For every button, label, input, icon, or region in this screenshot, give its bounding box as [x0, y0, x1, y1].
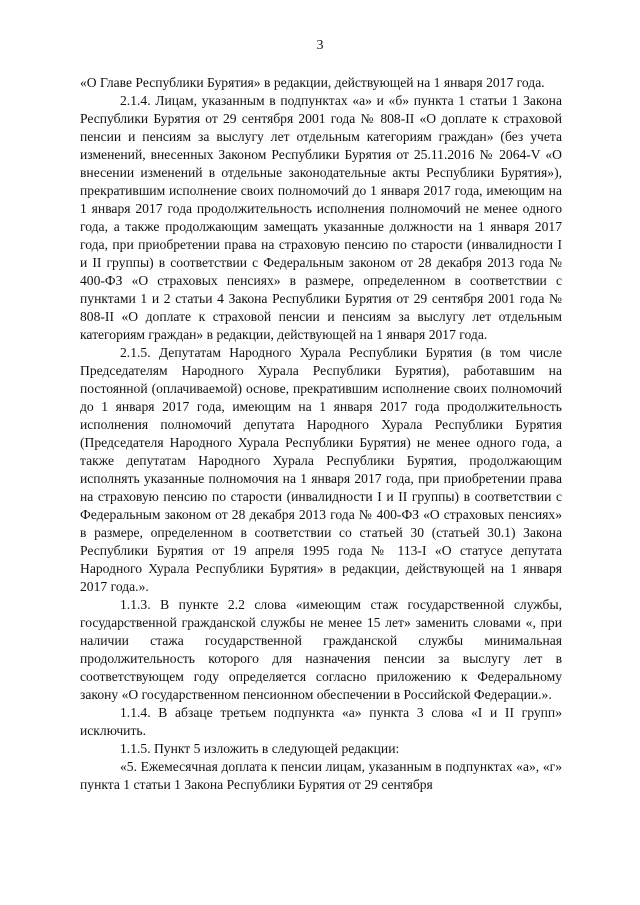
paragraph-continuation: «О Главе Республики Бурятия» в редакции, действующей на 1 января 2017 года. — [80, 75, 545, 90]
paragraph-point-5: «5. Ежемесячная доплата к пенсии лицам, указанным в подпунктах «а», «г» пункта 1 статьи 1 Закона Республики Бурятия от 29 сентября — [80, 759, 562, 792]
paragraph-1-1-3: 1.1.3. В пункте 2.2 слова «имеющим стаж государственной службы, государственной гражданской службы не менее 15 лет» заменить словами «, при наличии стажа государственной гражданской службы минимальная продолжительность которого для назначения пенсии за выслугу лет в соответствующем году определяется согласно приложению к Федеральному закону «О государственном пенсионном обеспечении в Российской Федерации.». — [80, 597, 562, 702]
paragraph-1-1-5: 1.1.5. Пункт 5 изложить в следующей редакции: — [120, 741, 400, 756]
paragraph-2-1-5: 2.1.5. Депутатам Народного Хурала Республики Бурятия (в том числе Председателям Народного Хурала Республики Бурятия), работавшим на постоянной (оплачиваемой) основе, прекратившим исполнение своих полномочий до 1 января 2017 года, имеющим на 1 января 2017 года продолжительность исполнения полномочий депутата Народного Хурала Республики Бурятия (Председателя Народного Хурала Республики Бурятия) не менее одного года, а также депутатам Народного Хурала Республики Бурятия, продолжающим исполнять указанные полномочия на 1 января 2017 года, при приобретении права на страховую пенсию по старости (инвалидности I и II группы) в соответствии с Федеральным законом от 28 декабря 2013 года № 400-ФЗ «О страховых пенсиях» в размере, определенном в соответствии со статьей 30 (статьей 30.1) Закона Республики Бурятия от 19 апреля 1995 года № 113-I «О статусе депутата Народного Хурала Республики Бурятия» в редакции, действующей на 1 января 2017 года.». — [80, 345, 562, 594]
document-body — [80, 74, 562, 794]
paragraph-1-1-4: 1.1.4. В абзаце третьем подпункта «а» пункта 3 слова «I и II групп» исключить. — [80, 705, 562, 738]
page-number: 3 — [316, 38, 324, 53]
paragraph-2-1-4: 2.1.4. Лицам, указанным в подпунктах «а» и «б» пункта 1 статьи 1 Закона Республики Бурятия от 29 сентября 2001 года № 808-II «О доплате к страховой пенсии и пенсиям за выслугу лет отдельным категориям граждан» (без учета изменений, внесенных Законом Республики Бурятия от 25.11.2016 № 2064-V «О внесении изменений в отдельные законодательные акты Республики Бурятия»), прекратившим исполнение своих полномочий до 1 января 2017 года, имеющим на 1 января 2017 года продолжительность исполнения полномочий не менее одного года, а также продолжающим замещать указанные должности на 1 января 2017 года, при приобретении права на страховую пенсию по старости (инвалидности I и II группы) в соответствии с Федеральным законом от 28 декабря 2013 года № 400-ФЗ «О страховых пенсиях» в размере, определенном в соответствии с пунктами 1 и 2 статьи 4 Закона Республики Бурятия от 29 сентября 2001 года № 808-II «О доплате к страховой пенсии и пенсиям за выслугу лет отдельным категориям граждан» в редакции, действующей на 1 января 2017 года. — [80, 93, 562, 342]
